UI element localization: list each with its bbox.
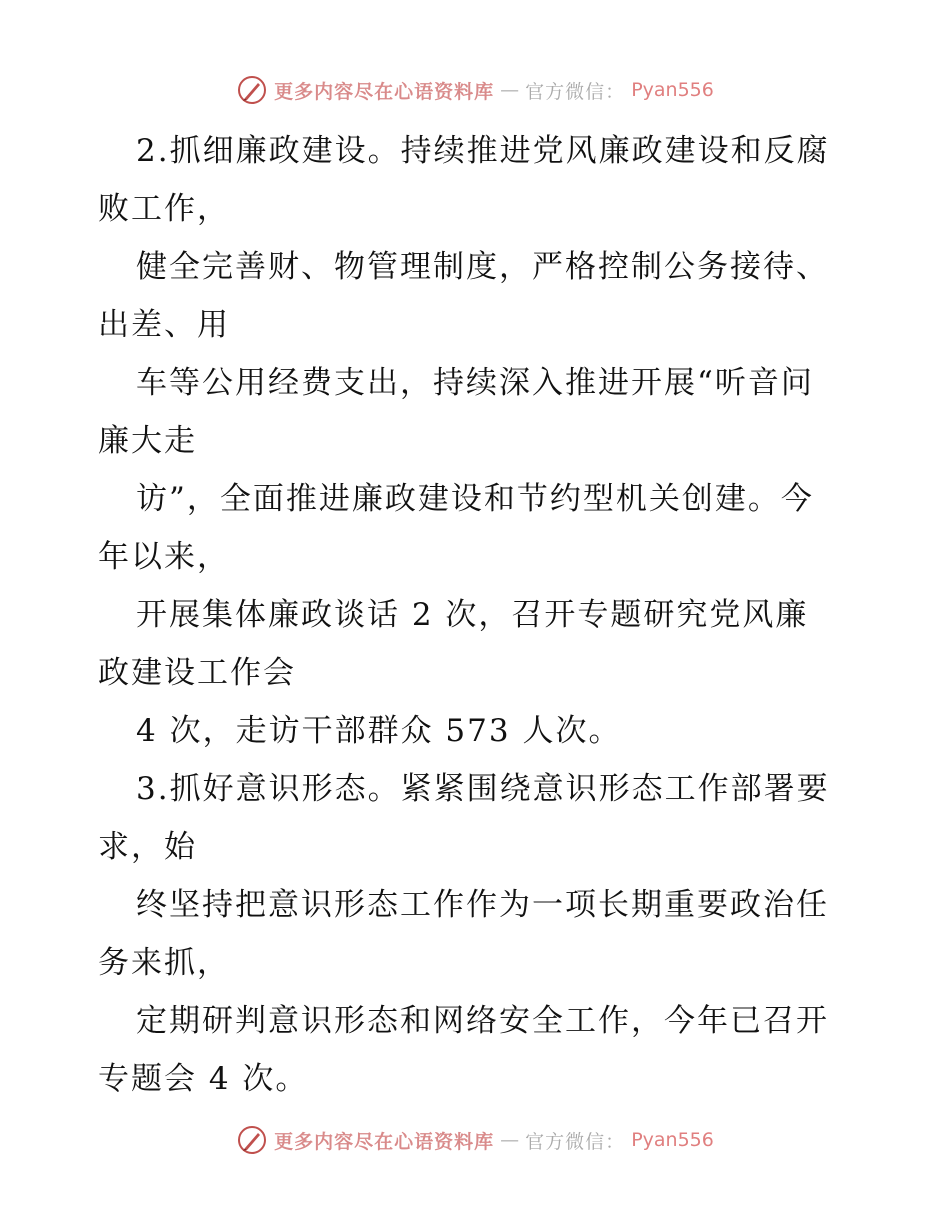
body-line: 出差、用 <box>98 307 230 343</box>
banner-text: 更多内容尽在心语资料库 <box>274 80 495 103</box>
body-line: 车等公用经费支出，持续深入推进开展“听音问 <box>136 365 814 401</box>
body-line: 健全完善财、物管理制度，严格控制公务接待、 <box>136 249 829 285</box>
banner-wechat-id: Pyan556 <box>631 1129 714 1151</box>
body-line: 年以来， <box>98 539 230 575</box>
banner-wechat-label: 官方微信： <box>525 80 626 103</box>
quill-logo-icon <box>236 74 268 106</box>
banner-wechat-label: 官方微信： <box>525 1130 626 1153</box>
quill-logo-icon <box>236 1124 268 1156</box>
body-line: 败工作， <box>98 191 230 227</box>
body-line: 务来抓， <box>98 945 230 981</box>
body-line: 访”，全面推进廉政建设和节约型机关创建。今 <box>136 481 814 517</box>
body-line: 求，始 <box>98 829 197 865</box>
banner-text: 更多内容尽在心语资料库 <box>274 1130 495 1153</box>
body-line: 开展集体廉政谈话 2 次，召开专题研究党风廉 <box>136 597 809 633</box>
body-line: 3.抓好意识形态。紧紧围绕意识形态工作部署要 <box>136 771 830 807</box>
body-line: 廉大走 <box>98 423 197 459</box>
body-line: 终坚持把意识形态工作作为一项长期重要政治任 <box>136 887 829 923</box>
banner-wechat-id: Pyan556 <box>631 79 714 101</box>
header-banner <box>0 70 950 110</box>
body-line: 专题会 4 次。 <box>98 1061 309 1097</box>
body-line: 政建设工作会 <box>98 655 296 691</box>
body-line: 4 次，走访干部群众 573 人次。 <box>136 713 622 749</box>
document-body <box>98 122 858 1108</box>
body-line: 2.抓细廉政建设。持续推进党风廉政建设和反腐 <box>136 133 830 169</box>
banner-dash: — <box>500 79 520 101</box>
body-line: 定期研判意识形态和网络安全工作，今年已召开 <box>136 1003 829 1039</box>
footer-banner <box>0 1120 950 1160</box>
banner-dash: — <box>500 1129 520 1151</box>
